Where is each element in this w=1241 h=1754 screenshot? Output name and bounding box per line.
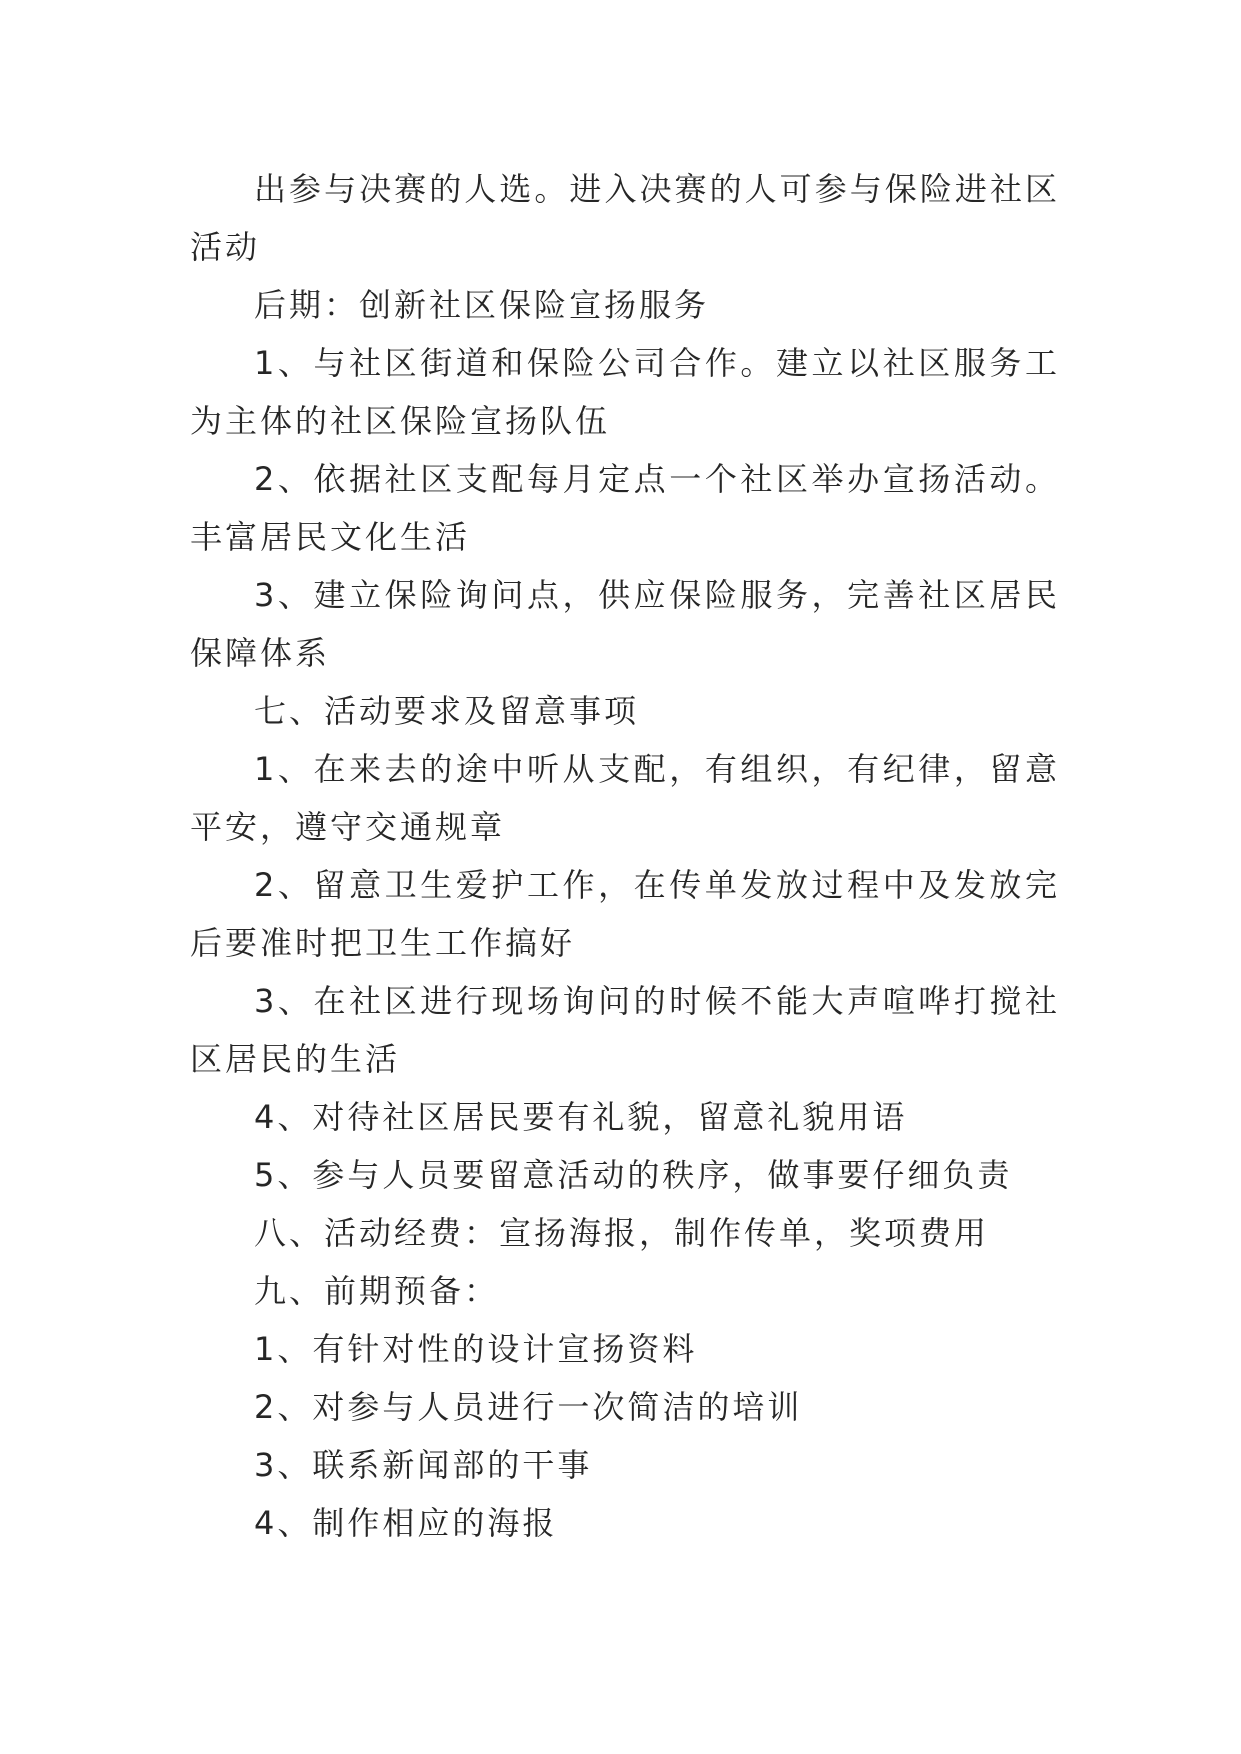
document-body — [190, 160, 1060, 1552]
paragraph-8: 2、留意卫生爱护工作，在传单发放过程中及发放完后要准时把卫生工作搞好 — [190, 866, 1060, 962]
paragraph-5: 3、建立保险询问点，供应保险服务，完善社区居民保障体系 — [190, 576, 1060, 672]
paragraph-10: 4、对待社区居民要有礼貌，留意礼貌用语 — [254, 1098, 908, 1136]
paragraph-3: 1、与社区街道和保险公司合作。建立以社区服务工为主体的社区保险宣扬队伍 — [190, 344, 1060, 440]
paragraph-16: 3、联系新闻部的干事 — [254, 1446, 593, 1484]
paragraph-9: 3、在社区进行现场询问的时候不能大声喧哗打搅社区居民的生活 — [190, 982, 1060, 1078]
paragraph-14: 1、有针对性的设计宣扬资料 — [254, 1330, 698, 1368]
paragraph-13: 九、前期预备： — [254, 1272, 500, 1310]
paragraph-2: 后期：创新社区保险宣扬服务 — [254, 286, 710, 324]
paragraph-6: 七、活动要求及留意事项 — [254, 692, 640, 730]
paragraph-12: 八、活动经费：宣扬海报，制作传单，奖项费用 — [254, 1214, 990, 1252]
paragraph-7: 1、在来去的途中听从支配，有组织，有纪律，留意平安，遵守交通规章 — [190, 750, 1060, 846]
paragraph-4: 2、依据社区支配每月定点一个社区举办宣扬活动。丰富居民文化生活 — [190, 460, 1060, 556]
paragraph-1: 出参与决赛的人选。进入决赛的人可参与保险进社区活动 — [190, 170, 1060, 266]
paragraph-11: 5、参与人员要留意活动的秩序，做事要仔细负责 — [254, 1156, 1013, 1194]
paragraph-17: 4、制作相应的海报 — [254, 1504, 558, 1542]
paragraph-15: 2、对参与人员进行一次简洁的培训 — [254, 1388, 803, 1426]
